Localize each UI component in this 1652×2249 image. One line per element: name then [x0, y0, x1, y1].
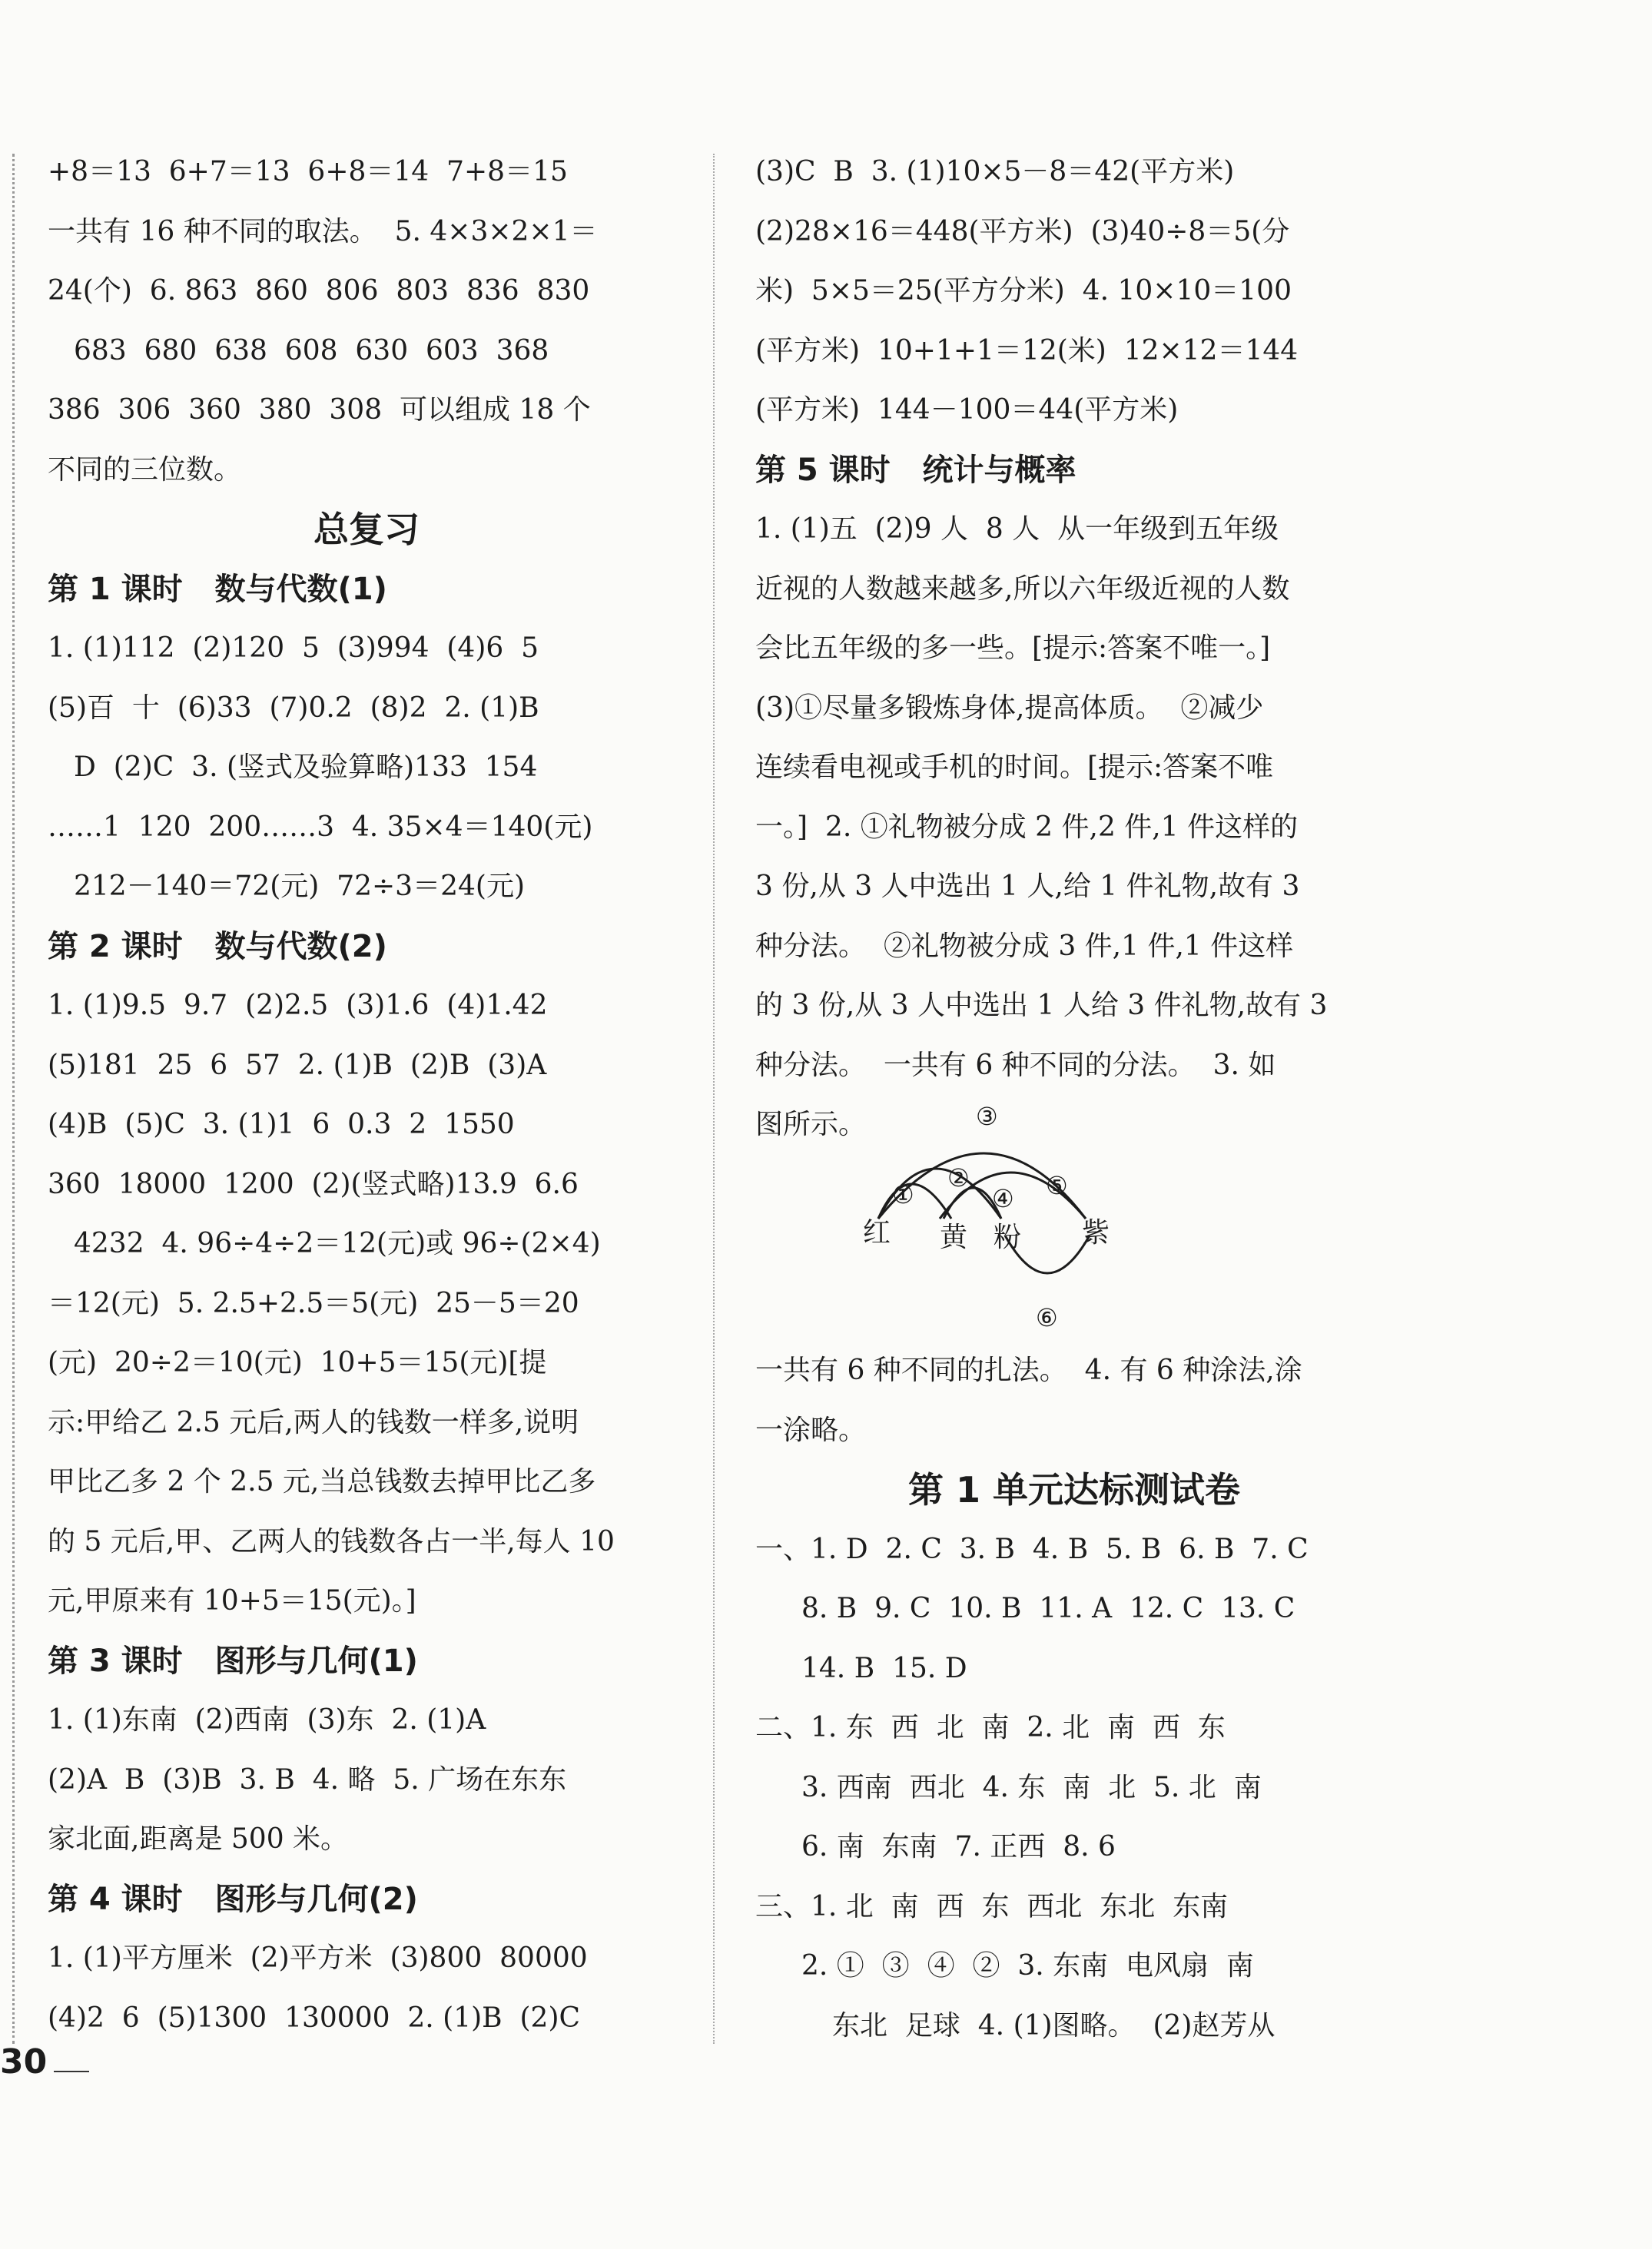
answer-line: 米) 5×5＝25(平方分米) 4. 10×10＝100: [755, 275, 1292, 307]
page-number: 30: [0, 2042, 48, 2081]
answer-line: 的 3 份,从 3 人中选出 1 人给 3 件礼物,故有 3: [755, 990, 1328, 1021]
answer-line: 近视的人数越来越多,所以六年级近视的人数: [755, 572, 1290, 605]
answer-line: 种分法。 ②礼物被分成 3 件,1 件,1 件这样: [755, 930, 1294, 962]
answer-line: 连续看电视或手机的时间。[提示:答案不唯: [755, 751, 1274, 783]
node-pink: 粉: [994, 1222, 1022, 1253]
section-heading: 总复习: [313, 509, 420, 550]
answer-line: 元,甲原来有 10+5＝15(元)。]: [48, 1585, 416, 1617]
answer-line: 一。] 2. ①礼物被分成 2 件,2 件,1 件这样的: [755, 811, 1299, 843]
answer-line: 4232 4. 96÷4÷2＝12(元)或 96÷(2×4): [74, 1228, 601, 1259]
answer-line: 1. (1)112 (2)120 5 (3)994 (4)6 5: [48, 632, 539, 664]
answer-line: 360 18000 1200 (2)(竖式略)13.9 6.6: [48, 1168, 579, 1200]
answer-line: 一、1. D 2. C 3. B 4. B 5. B 6. B 7. C: [755, 1533, 1309, 1565]
answer-line: 一涂略。: [755, 1414, 867, 1446]
section-heading: 第 3 课时 图形与几何(1): [48, 1643, 418, 1679]
answer-line: 8. B 9. C 10. B 11. A 12. C 13. C: [801, 1593, 1295, 1624]
answer-line: 的 5 元后,甲、乙两人的钱数各占一半,每人 10: [48, 1525, 615, 1557]
answer-line: 图所示。: [755, 1109, 867, 1140]
answer-line: ＝12(元) 5. 2.5+2.5＝5(元) 25－5＝20: [48, 1287, 579, 1319]
page-number-rule: [54, 2071, 89, 2072]
node-purple: 紫: [1082, 1217, 1110, 1249]
arc-label-3: ③: [976, 1103, 998, 1131]
answer-line: (元) 20÷2＝10(元) 10+5＝15(元)[提: [48, 1347, 547, 1378]
answer-line: 家北面,距离是 500 米。: [48, 1823, 349, 1855]
answer-line: 甲比乙多 2 个 2.5 元,当总钱数去掉甲比乙多: [48, 1466, 596, 1498]
answer-line: 3 份,从 3 人中选出 1 人,给 1 件礼物,故有 3: [755, 871, 1300, 902]
arc-label-4: ④: [992, 1184, 1014, 1213]
answer-line: (3)①尽量多锻炼身体,提高体质。 ②减少: [755, 692, 1264, 724]
answer-line: (平方米) 10+1+1＝12(米) 12×12＝144: [755, 334, 1299, 367]
section-heading: 第 4 课时 图形与几何(2): [48, 1881, 418, 1917]
answer-line: 1. (1)东南 (2)西南 (3)东 2. (1)A: [48, 1704, 486, 1736]
left-margin-dotted-line: [12, 154, 15, 2044]
answer-line: 1. (1)五 (2)9 人 8 人 从一年级到五年级: [755, 513, 1279, 545]
arc-label-5: ⑤: [1046, 1171, 1068, 1200]
answer-line: (平方米) 144－100＝44(平方米): [755, 394, 1179, 426]
arc-label-1: ①: [892, 1180, 914, 1209]
answer-line: 三、1. 北 南 西 东 西北 东北 东南: [755, 1890, 1229, 1922]
section-heading: 第 5 课时 统计与概率: [755, 452, 1076, 488]
column-divider: [713, 154, 715, 2044]
arc-label-2: ②: [947, 1163, 970, 1193]
answer-line: 一共有 6 种不同的扎法。 4. 有 6 种涂法,涂: [755, 1355, 1302, 1386]
answer-line: (3)C B 3. (1)10×5－8＝42(平方米): [755, 156, 1235, 187]
answer-line: 1. (1)平方厘米 (2)平方米 (3)800 80000: [48, 1942, 588, 1974]
answer-line: (5)百 十 (6)33 (7)0.2 (8)2 2. (1)B: [48, 692, 539, 724]
section-heading: 第 2 课时 数与代数(2): [48, 928, 387, 964]
section-heading: 第 1 课时 数与代数(1): [48, 571, 387, 607]
answer-line: (2)28×16＝448(平方米) (3)40÷8＝5(分: [755, 215, 1290, 247]
answer-line: 24(个) 6. 863 860 806 803 836 830: [48, 275, 590, 307]
node-yellow: 黄: [940, 1222, 968, 1253]
answer-line: (4)B (5)C 3. (1)1 6 0.3 2 1550: [48, 1109, 515, 1140]
tie-combination-diagram: [855, 1103, 1201, 1334]
node-red: 红: [863, 1217, 891, 1249]
answer-line: 6. 南 东南 7. 正西 8. 6: [801, 1831, 1116, 1863]
section-heading: 第 1 单元达标测试卷: [907, 1469, 1241, 1511]
answer-line: 683 680 638 608 630 603 368: [74, 334, 549, 367]
answer-line: 386 306 360 380 308 可以组成 18 个: [48, 394, 591, 426]
answer-line: 3. 西南 西北 4. 东 南 北 5. 北 南: [801, 1771, 1262, 1803]
answer-line: (4)2 6 (5)1300 130000 2. (1)B (2)C: [48, 2002, 581, 2034]
answer-line: 2. ① ③ ④ ② 3. 东南 电风扇 南: [801, 1950, 1254, 1982]
answer-line: (2)A B (3)B 3. B 4. 略 5. 广场在东东: [48, 1763, 567, 1796]
answer-line: 14. B 15. D: [801, 1652, 967, 1684]
answer-line: 不同的三位数。: [48, 453, 242, 486]
answer-line: D (2)C 3. (竖式及验算略)133 154: [74, 751, 538, 783]
answer-line: 种分法。 一共有 6 种不同的分法。 3. 如: [755, 1049, 1276, 1081]
answer-line: 东北 足球 4. (1)图略。 (2)赵芳从: [832, 2009, 1275, 2042]
answer-line: 二、1. 东 西 北 南 2. 北 南 西 东: [755, 1712, 1226, 1743]
answer-line: +8＝13 6+7＝13 6+8＝14 7+8＝15: [48, 156, 568, 187]
answer-line: 212－140＝72(元) 72÷3＝24(元): [74, 871, 525, 902]
answer-line: ……1 120 200……3 4. 35×4＝140(元): [48, 811, 593, 843]
answer-line: (5)181 25 6 57 2. (1)B (2)B (3)A: [48, 1049, 547, 1081]
answer-line: 会比五年级的多一些。[提示:答案不唯一。]: [755, 632, 1271, 664]
answer-line: 一共有 16 种不同的取法。 5. 4×3×2×1＝: [48, 215, 598, 247]
arc-label-6: ⑥: [1036, 1303, 1058, 1332]
answer-line: 1. (1)9.5 9.7 (2)2.5 (3)1.6 (4)1.42: [48, 990, 548, 1021]
answer-line: 示:甲给乙 2.5 元后,两人的钱数一样多,说明: [48, 1406, 579, 1438]
